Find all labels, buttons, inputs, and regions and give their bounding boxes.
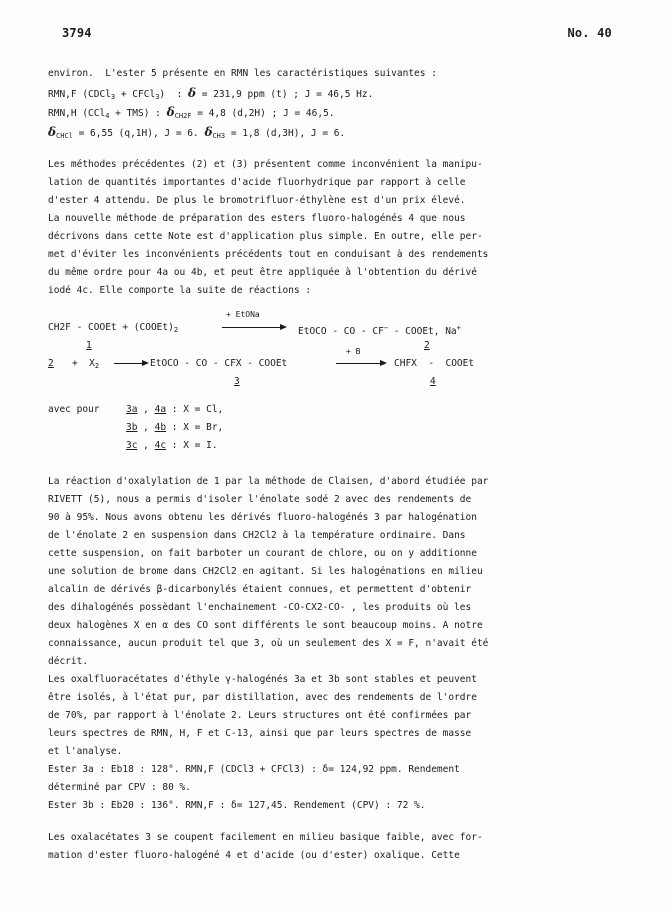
page-number: 3794 [62,26,92,40]
intro-line-2: RMN,F (CDCl$_3$ + CFCl$_3$) : δ = 231,9 ppm (t) ; J = 46,5 Hz. [48,86,374,101]
para2-line: Les oxalfluoracétates d'éthyle γ-halogénés 3a et 3b sont stables et peuvent [48,674,477,685]
para2-line: de l'énolate 2 en suspension dans CH2Cl2 à la température ordinaire. Dans [48,530,466,541]
compound-label-4: 4 [430,376,436,387]
para1-line: La nouvelle méthode de préparation des esters fluoro-halogénés 4 que nous [48,213,466,224]
ester-3b-data: Ester 3b : Eb20 : 136°. RMN,F : δ= 127,45. Rendement (CPV) : 72 %. [48,800,426,811]
para1-line: met d'éviter les inconvénients précédents tout en conduisant à des rendements [48,249,489,260]
para1-line: du même ordre pour 4a ou 4b, et peut être appliquée à l'obtention du dérivé [48,267,477,278]
arrow-2-head [142,360,149,366]
para2-line: 90 à 95%. Nous avons obtenu les dérivés fluoro-halogénés 3 par halogénation [48,512,477,523]
reaction-2-a: 2 [48,358,54,369]
ester-3a-data: Ester 3a : Eb18 : 128°. RMN,F (CDCl3 + CFCl3) : δ= 124,92 ppm. Rendement [48,764,460,775]
para2-line: cette suspension, on fait barboter un courant de chlore, ou on y additionne [48,548,477,559]
reaction-2-b: + $X_2$ [72,358,100,370]
intro-line-3: RMN,H (CCl$_4$ + TMS) : $\delta_{CH2F} = 4,8$ (d,2H) ; J = 46,5. [48,105,335,120]
reaction-2-c: EtOCO - CO - CFX - COOEt [150,358,288,369]
para3-line: mation d'ester fluoro-halogéné 4 et d'acide (ou d'ester) oxalique. Cette [48,850,460,861]
reaction-1-left: CH2F - COOEt + $(COOEt)_2$ [48,322,179,334]
para1-line: d'ester 4 attendu. De plus le bromotrifluor-éthylène est d'un prix élevé. [48,195,466,206]
arrow-1-head [280,324,287,330]
para2-line: alcalin de dérivés β-dicarbonylés étaient connues, et permettent d'obtenir [48,584,472,595]
para2-line: RIVETT (5), nous a permis d'isoler l'énolate sodé 2 avec des rendements de [48,494,472,505]
reagent-b: + B [346,347,361,356]
reagent-etona: + EtONa [226,310,260,319]
para2-line: deux halogènes X en α des CO sont différents le sont beaucoup moins. A notre [48,620,483,631]
compound-label-2-top: 2 [424,340,430,351]
para1-line: décrivons dans cette Note est d'application plus simple. En outre, elle per- [48,231,483,242]
arrow-3-head [380,360,387,366]
reaction-2-d: CHFX - COOEt [394,358,475,369]
para2-line: connaissance, aucun produit tel que 3, où un seulement des X = F, n'avait été [48,638,489,649]
para2-line: être isolés, à l'état pur, par distillation, avec des rendements de l'ordre [48,692,477,703]
para2-line: La réaction d'oxalylation de 1 par la méthode de Claisen, d'abord étudiée par [48,476,489,487]
arrow-2 [114,363,144,364]
para2-line: une solution de brome dans CH2Cl2 en agitant. Si les halogénations en milieu [48,566,483,577]
para3-line: Les oxalacétates 3 se coupent facilement en milieu basique faible, avec for- [48,832,483,843]
variant-row: 3c , 4c : X = I. [126,440,218,451]
compound-label-3: 3 [234,376,240,387]
intro-line-4: $\delta_{CHCl} = 6,55$ (q,1H), J = 6. $\delta_{CH3} = 1,8$ (d,3H), J = 6. [48,125,346,140]
compound-label-1: 1 [86,340,92,351]
variant-row: 3a , 4a : X = Cl, [126,404,224,415]
issue-number: No. 40 [567,26,612,40]
reaction-1-right: EtOCO - CO - CF− - COOEt, Na+ [298,324,461,337]
para1-line: iodé 4c. Elle comporte la suite de réactions : [48,285,312,296]
para1-line: lation de quantités importantes d'acide fluorhydrique par rapport à celle [48,177,466,188]
arrow-3 [336,363,382,364]
variant-row: 3b , 4b : X = Br, [126,422,224,433]
para2-line: leurs spectres de RMN, H, F et C-13, ainsi que par leurs spectres de masse [48,728,472,739]
para2-line: des dihalogénés possèdant l'enchainement -CO-CX2-CO- , les produits où les [48,602,472,613]
avec-pour: avec pour [48,404,100,415]
para2-line: déterminé par CPV : 80 %. [48,782,191,793]
para2-line: décrit. [48,656,89,667]
intro-line-1: environ. L'ester 5 présente en RMN les caractéristiques suivantes : [48,68,437,79]
para2-line: de 70%, par rapport à l'énolate 2. Leurs structures ont été confirmées par [48,710,472,721]
para2-line: et l'analyse. [48,746,123,757]
arrow-1 [222,327,282,328]
para1-line: Les méthodes précédentes (2) et (3) présentent comme inconvénient la manipu- [48,159,483,170]
